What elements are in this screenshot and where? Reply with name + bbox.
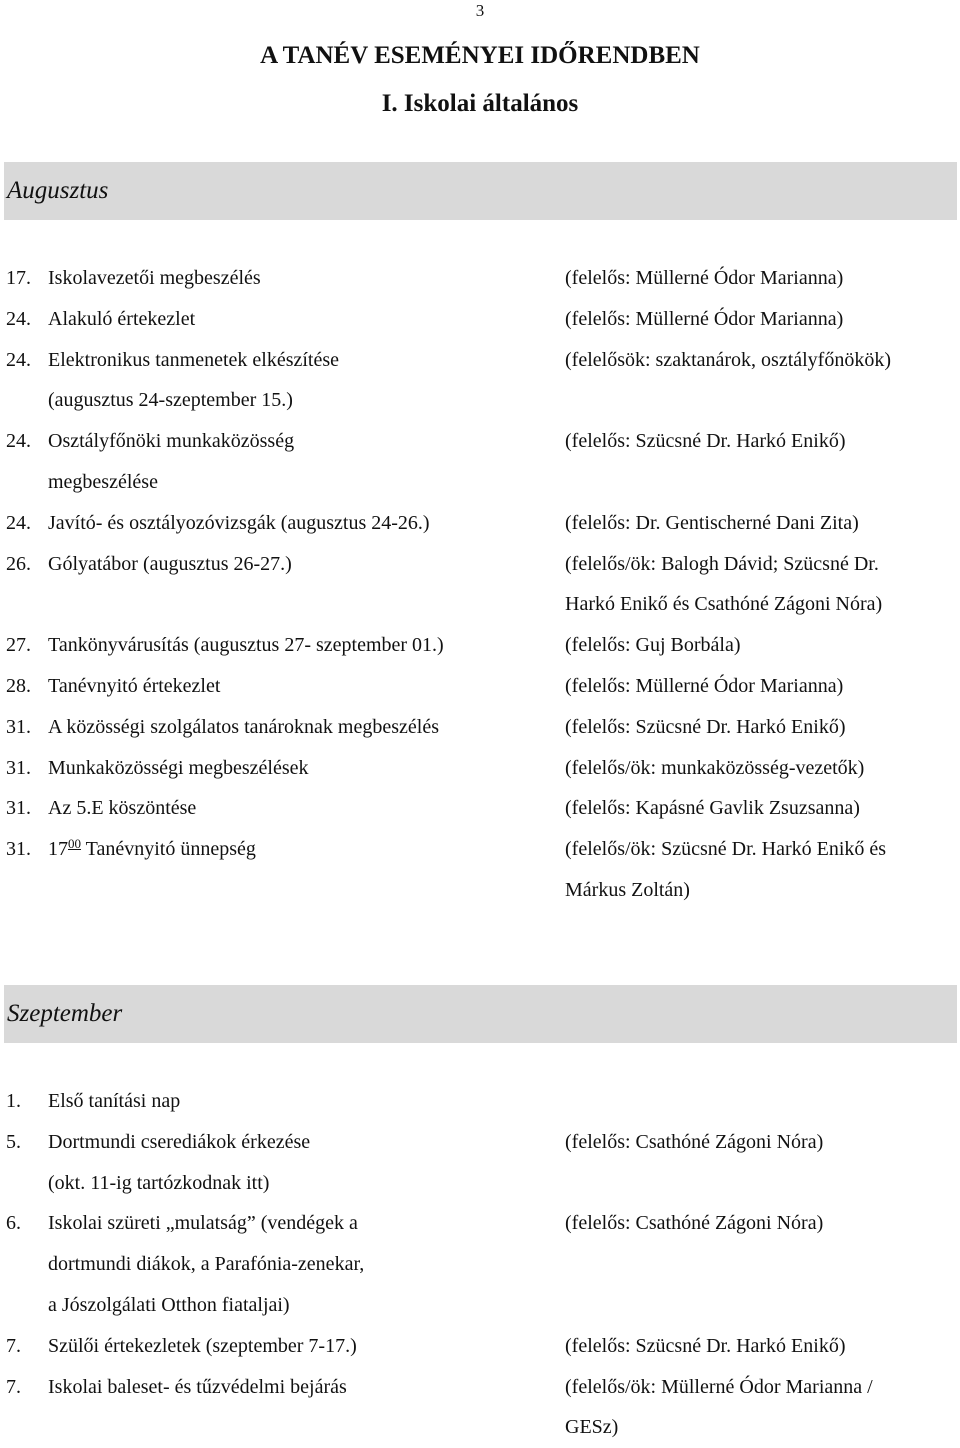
event-description: Az 5.E köszöntése xyxy=(48,797,197,820)
event-row xyxy=(0,503,960,544)
event-responsible xyxy=(565,1244,960,1285)
event-description: Szülői értekezletek (szeptember 7-17.) xyxy=(48,1334,357,1357)
event-row xyxy=(0,584,960,625)
event-responsible: (felelős: Kapásné Gavlik Zsuzsanna) xyxy=(565,797,860,820)
event-description: Gólyatábor (augusztus 26-27.) xyxy=(48,552,292,575)
event-responsible: (felelősök: szaktanárok, osztályfőnökök) xyxy=(565,348,892,371)
event-row xyxy=(0,421,960,462)
event-responsible: (felelős: Müllerné Ódor Marianna) xyxy=(565,307,844,330)
event-description: A közösségi szolgálatos tanároknak megbeszélés xyxy=(48,715,439,738)
event-responsible: (felelős/ök: Szücsné Dr. Harkó Enikő és xyxy=(565,838,887,861)
event-description: Tanévnyitó értekezlet xyxy=(48,674,221,697)
month-header-augusztus xyxy=(4,162,957,220)
event-row xyxy=(0,1407,960,1448)
event-row xyxy=(0,666,960,707)
event-responsible: (felelős: Müllerné Ódor Marianna) xyxy=(565,674,844,697)
event-responsible: (felelős/ök: munkaközösség-vezetők) xyxy=(565,756,865,779)
event-date: 24. xyxy=(6,307,31,330)
event-row xyxy=(0,788,960,829)
event-date: 24. xyxy=(6,511,31,534)
event-description: Alakuló értekezlet xyxy=(48,307,196,330)
event-date xyxy=(0,870,48,911)
event-date: 7. xyxy=(6,1334,21,1357)
event-description: Iskolavezetői megbeszélés xyxy=(48,267,261,289)
event-responsible: (felelős: Dr. Gentischerné Dani Zita) xyxy=(565,511,859,534)
event-responsible xyxy=(565,1163,960,1204)
event-description: Első tanítási nap xyxy=(48,1090,181,1112)
event-date xyxy=(0,462,48,503)
event-row xyxy=(0,1367,960,1408)
event-description: Munkaközösségi megbeszélések xyxy=(48,756,309,779)
event-row xyxy=(0,748,960,789)
event-row xyxy=(0,870,960,911)
event-list-augusztus xyxy=(0,258,960,911)
event-description xyxy=(48,584,565,625)
event-description xyxy=(48,870,565,911)
event-date: 31. xyxy=(6,797,31,820)
event-row xyxy=(0,1081,960,1122)
event-row xyxy=(0,380,960,421)
event-time-hour: 17 xyxy=(48,838,68,861)
event-description: dortmundi diákok, a Parafónia-zenekar, xyxy=(48,1253,365,1276)
event-responsible xyxy=(565,1285,960,1326)
event-description xyxy=(48,1407,565,1448)
event-date xyxy=(0,584,48,625)
event-responsible: (felelős: Müllerné Ódor Marianna) xyxy=(565,267,844,289)
event-responsible xyxy=(565,1081,960,1122)
event-responsible: (felelős: Szücsné Dr. Harkó Enikő) xyxy=(565,1334,846,1357)
event-row xyxy=(0,299,960,340)
event-date: 6. xyxy=(6,1212,21,1235)
event-responsible: (felelős: Guj Borbála) xyxy=(565,634,741,657)
event-row xyxy=(0,1326,960,1367)
event-date xyxy=(0,1285,48,1326)
event-date: 31. xyxy=(6,715,31,738)
event-description: a Jószolgálati Otthon fiataljai) xyxy=(48,1293,290,1316)
event-description: Tankönyvárusítás (augusztus 27- szeptember 01.) xyxy=(48,634,444,657)
event-description: (augusztus 24-szeptember 15.) xyxy=(48,389,293,412)
event-row xyxy=(0,1122,960,1163)
event-row xyxy=(0,258,960,299)
event-row xyxy=(0,1285,960,1326)
event-date xyxy=(0,1407,48,1448)
event-date xyxy=(0,380,48,421)
event-date: 31. xyxy=(6,838,31,861)
event-row xyxy=(0,462,960,503)
page-subtitle: I. Iskolai általános xyxy=(381,90,579,117)
month-header-szeptember xyxy=(4,985,957,1043)
event-responsible: (felelős: Csathóné Zágoni Nóra) xyxy=(565,1130,824,1153)
event-date: 26. xyxy=(6,552,31,575)
event-row xyxy=(0,829,960,870)
event-responsible: Márkus Zoltán) xyxy=(565,878,690,901)
event-description: (okt. 11-ig tartózkodnak itt) xyxy=(48,1171,270,1194)
month-title: Augusztus xyxy=(7,177,109,204)
event-date xyxy=(0,1163,48,1204)
event-date: 28. xyxy=(6,674,31,697)
event-row xyxy=(0,707,960,748)
event-description: megbeszélése xyxy=(48,470,158,493)
event-responsible: Harkó Enikő és Csathóné Zágoni Nóra) xyxy=(565,593,883,616)
event-row xyxy=(0,1163,960,1204)
event-list-szeptember xyxy=(0,1081,960,1448)
event-row xyxy=(0,544,960,585)
event-description: Iskolai szüreti „mulatság” (vendégek a xyxy=(48,1212,358,1235)
event-row xyxy=(0,340,960,381)
event-date: 5. xyxy=(6,1130,21,1153)
event-date xyxy=(0,1244,48,1285)
event-description xyxy=(48,829,565,870)
event-date: 24. xyxy=(6,430,31,453)
event-time-minute: 00 xyxy=(68,836,81,852)
page-title: A TANÉV ESEMÉNYEI IDŐRENDBEN xyxy=(260,42,700,69)
event-date: 17. xyxy=(6,267,31,289)
event-date: 7. xyxy=(6,1375,21,1398)
event-date: 1. xyxy=(6,1090,21,1112)
event-description: Iskolai baleset- és tűzvédelmi bejárás xyxy=(48,1375,347,1398)
event-responsible xyxy=(565,380,960,421)
event-date: 24. xyxy=(6,348,31,371)
event-text: Tanévnyitó ünnepség xyxy=(85,838,256,861)
event-row xyxy=(0,625,960,666)
event-row xyxy=(0,1203,960,1244)
event-date: 27. xyxy=(6,634,31,657)
event-description: Dortmundi cserediákok érkezése xyxy=(48,1130,311,1153)
event-responsible: (felelős/ök: Balogh Dávid; Szücsné Dr. xyxy=(565,552,879,575)
page-number: 3 xyxy=(475,1,485,20)
event-row xyxy=(0,1244,960,1285)
event-responsible: (felelős/ök: Müllerné Ódor Marianna / xyxy=(565,1375,873,1398)
event-responsible: (felelős: Szücsné Dr. Harkó Enikő) xyxy=(565,430,846,453)
event-date: 31. xyxy=(6,756,31,779)
event-responsible: (felelős: Csathóné Zágoni Nóra) xyxy=(565,1212,824,1235)
event-description: Javító- és osztályozóvizsgák (augusztus 24-26.) xyxy=(48,511,430,534)
event-responsible: (felelős: Szücsné Dr. Harkó Enikő) xyxy=(565,715,846,738)
event-responsible: GESz) xyxy=(565,1416,619,1439)
event-description: Elektronikus tanmenetek elkészítése xyxy=(48,348,340,371)
event-responsible xyxy=(565,462,960,503)
month-title: Szeptember xyxy=(7,1000,123,1027)
event-description: Osztályfőnöki munkaközösség xyxy=(48,430,295,453)
